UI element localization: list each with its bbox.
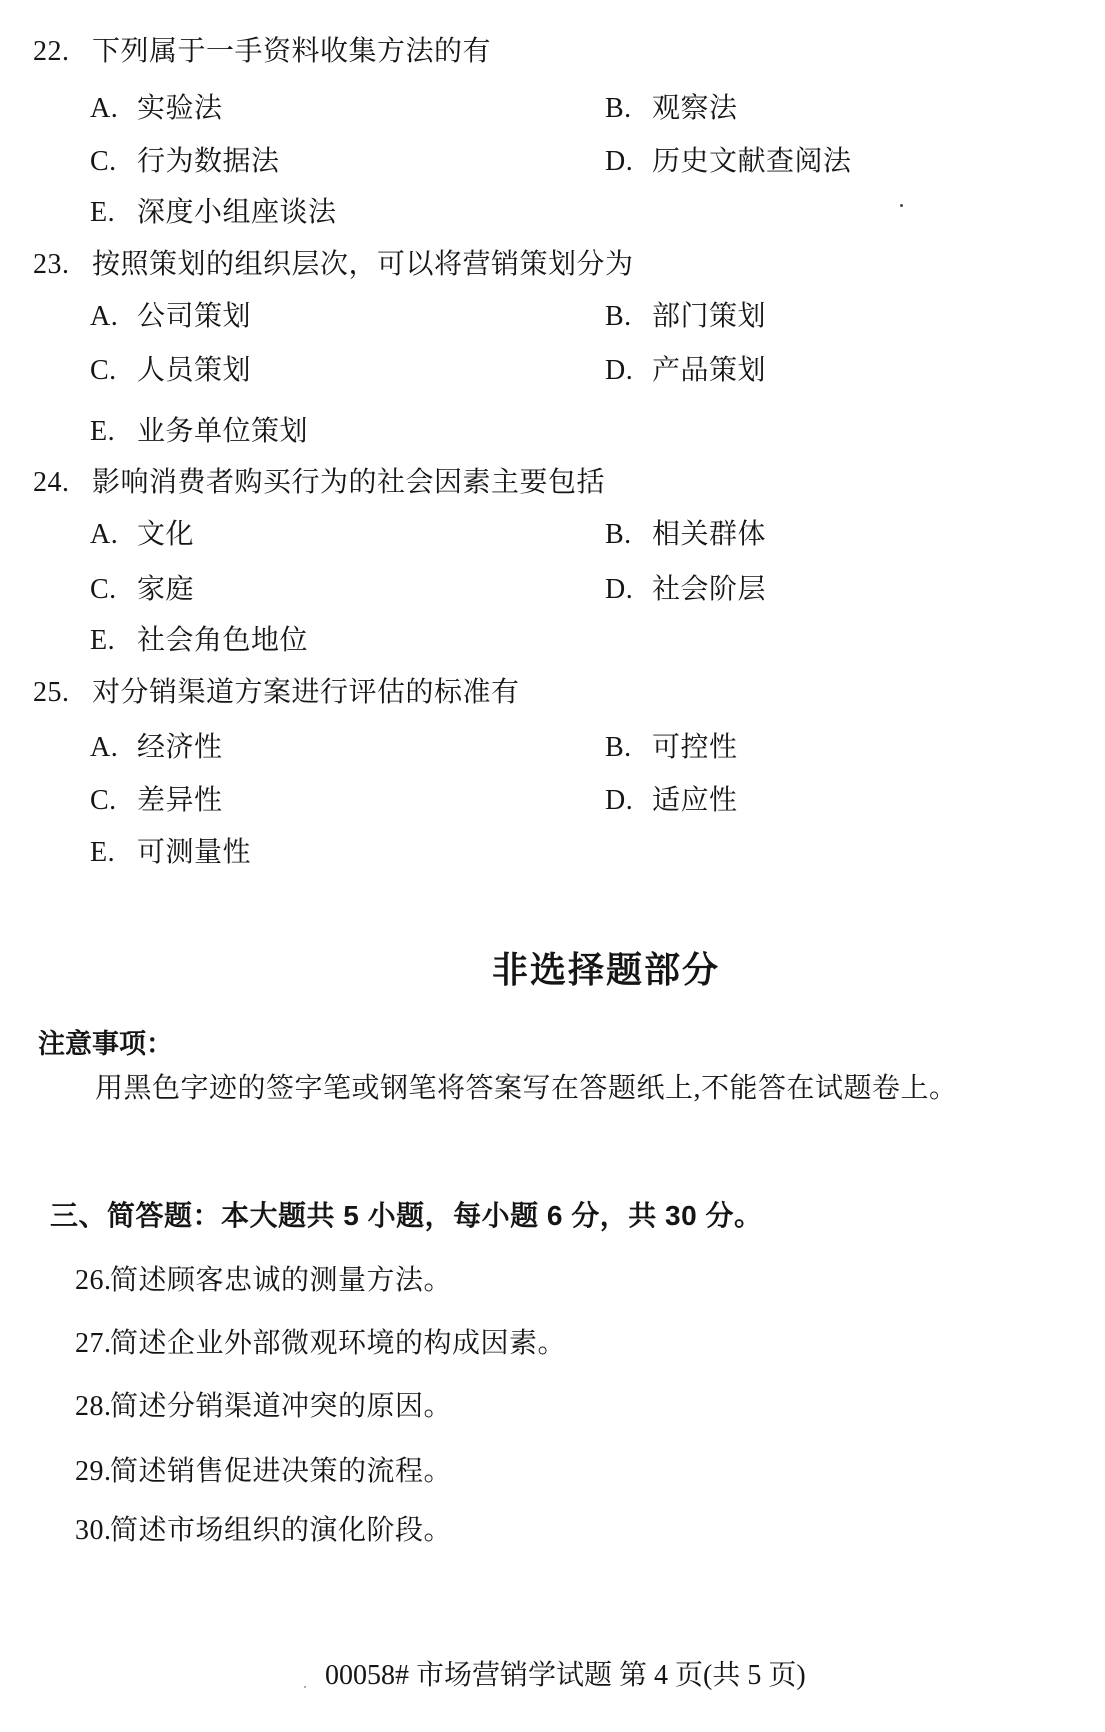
mc-question-22 bbox=[33, 36, 491, 68]
option-text: 业务单位策划 bbox=[137, 416, 309, 447]
question-number: 30. bbox=[75, 1515, 112, 1546]
option-letter: B. bbox=[605, 519, 632, 550]
option-text: 行为数据法 bbox=[137, 146, 280, 177]
mc-option-25-a bbox=[90, 732, 223, 764]
mc-option-25-d bbox=[605, 785, 738, 817]
question-number: 25. bbox=[33, 677, 70, 708]
option-letter: D. bbox=[605, 574, 634, 605]
option-text: 适应性 bbox=[652, 785, 738, 816]
option-text: 相关群体 bbox=[652, 519, 767, 550]
mc-option-24-c bbox=[90, 574, 194, 606]
option-text: 文化 bbox=[137, 519, 195, 550]
option-letter: C. bbox=[90, 785, 117, 816]
mc-option-22-b bbox=[605, 93, 738, 125]
option-letter: A. bbox=[90, 93, 119, 124]
mc-option-25-c bbox=[90, 785, 223, 817]
mc-option-22-c bbox=[90, 146, 280, 178]
option-letter: D. bbox=[605, 785, 634, 816]
mc-option-23-e bbox=[90, 416, 308, 448]
short-question-28 bbox=[75, 1391, 452, 1423]
mc-option-23-a bbox=[90, 301, 251, 333]
question-text: 简述分销渠道冲突的原因。 bbox=[110, 1391, 453, 1422]
option-letter: D. bbox=[605, 355, 634, 386]
option-text: 家庭 bbox=[137, 574, 195, 605]
mc-option-25-e bbox=[90, 837, 251, 869]
option-text: 社会阶层 bbox=[652, 574, 767, 605]
mc-question-24 bbox=[33, 467, 605, 499]
short-question-27 bbox=[75, 1328, 566, 1360]
question-text: 简述销售促进决策的流程。 bbox=[110, 1456, 453, 1487]
question-number: 22. bbox=[33, 36, 70, 67]
option-text: 社会角色地位 bbox=[137, 625, 309, 656]
short-question-29 bbox=[75, 1456, 452, 1488]
section3-title: 三、简答题：本大题共 5 小题，每小题 6 分，共 30 分。 bbox=[50, 1200, 763, 1231]
mc-option-24-e bbox=[90, 625, 308, 657]
short-question-26 bbox=[75, 1265, 452, 1297]
option-letter: A. bbox=[90, 519, 119, 550]
option-letter: E. bbox=[90, 416, 116, 447]
option-text: 差异性 bbox=[137, 785, 223, 816]
mc-question-25 bbox=[33, 677, 520, 709]
option-letter: B. bbox=[605, 93, 632, 124]
option-text: 经济性 bbox=[137, 732, 223, 763]
option-letter: E. bbox=[90, 197, 116, 228]
page-footer: 00058# 市场营销学试题 第 4 页(共 5 页) bbox=[325, 1660, 806, 1691]
notice-body: 用黑色字迹的签字笔或钢笔将答案写在答题纸上,不能答在试题卷上。 bbox=[95, 1073, 958, 1104]
option-letter: C. bbox=[90, 355, 117, 386]
question-number: 23. bbox=[33, 249, 70, 280]
mc-option-24-b bbox=[605, 519, 766, 551]
option-text: 实验法 bbox=[137, 93, 223, 124]
option-letter: A. bbox=[90, 301, 119, 332]
option-text: 深度小组座谈法 bbox=[137, 197, 337, 228]
mc-option-23-d bbox=[605, 355, 766, 387]
question-number: 26. bbox=[75, 1265, 112, 1296]
option-text: 历史文献查阅法 bbox=[652, 146, 852, 177]
option-text: 可测量性 bbox=[137, 837, 252, 868]
question-number: 29. bbox=[75, 1456, 112, 1487]
scan-speck bbox=[304, 1686, 306, 1688]
mc-option-22-a bbox=[90, 93, 223, 125]
option-letter: C. bbox=[90, 146, 117, 177]
option-text: 人员策划 bbox=[137, 355, 252, 386]
question-text: 简述市场组织的演化阶段。 bbox=[110, 1515, 453, 1546]
option-letter: E. bbox=[90, 837, 116, 868]
question-text: 影响消费者购买行为的社会因素主要包括 bbox=[92, 467, 606, 498]
mc-option-23-b bbox=[605, 301, 766, 333]
option-letter: B. bbox=[605, 732, 632, 763]
mc-option-22-e bbox=[90, 197, 337, 229]
question-text: 下列属于一手资料收集方法的有 bbox=[92, 36, 492, 67]
mc-option-24-d bbox=[605, 574, 766, 606]
notice-title: 注意事项： bbox=[38, 1029, 173, 1059]
option-text: 公司策划 bbox=[137, 301, 252, 332]
option-text: 可控性 bbox=[652, 732, 738, 763]
option-text: 部门策划 bbox=[652, 301, 767, 332]
question-text: 简述企业外部微观环境的构成因素。 bbox=[110, 1328, 567, 1359]
mc-option-24-a bbox=[90, 519, 194, 551]
option-text: 产品策划 bbox=[652, 355, 767, 386]
mc-option-23-c bbox=[90, 355, 251, 387]
question-text: 按照策划的组织层次，可以将营销策划分为 bbox=[92, 249, 634, 280]
section-header: 非选择题部分 bbox=[492, 949, 721, 990]
scan-speck bbox=[900, 204, 903, 207]
mc-option-25-b bbox=[605, 732, 738, 764]
option-letter: B. bbox=[605, 301, 632, 332]
option-letter: A. bbox=[90, 732, 119, 763]
mc-question-23 bbox=[33, 249, 634, 281]
question-number: 27. bbox=[75, 1328, 112, 1359]
question-number: 28. bbox=[75, 1391, 112, 1422]
question-number: 24. bbox=[33, 467, 70, 498]
question-text: 对分销渠道方案进行评估的标准有 bbox=[92, 677, 520, 708]
option-letter: E. bbox=[90, 625, 116, 656]
short-question-30 bbox=[75, 1515, 452, 1547]
option-letter: C. bbox=[90, 574, 117, 605]
mc-option-22-d bbox=[605, 146, 852, 178]
option-letter: D. bbox=[605, 146, 634, 177]
option-text: 观察法 bbox=[652, 93, 738, 124]
question-text: 简述顾客忠诚的测量方法。 bbox=[110, 1265, 453, 1296]
